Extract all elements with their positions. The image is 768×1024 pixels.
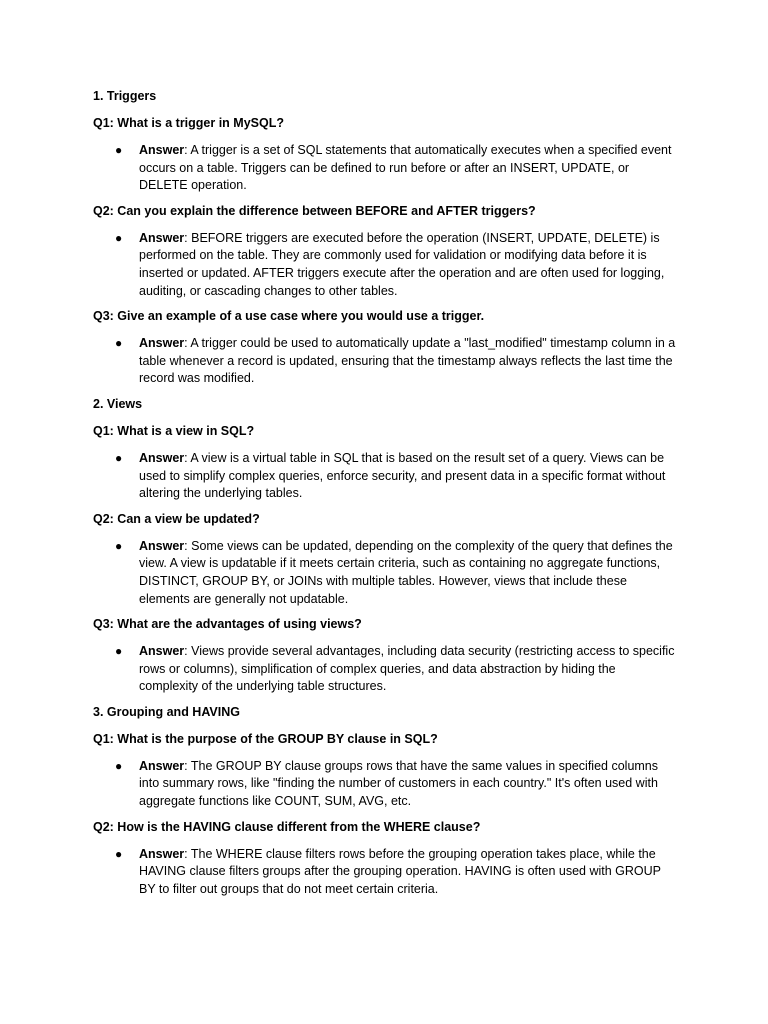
- answer-item: [115, 538, 678, 608]
- bullet-icon: ●: [115, 336, 123, 351]
- qa-item: [93, 731, 678, 811]
- answer-item: [115, 142, 678, 195]
- answer-text: : A trigger is a set of SQL statements that automatically executes when a specified event occurs on a table. Triggers can be defined to run before or after an INSERT, UPDATE, or DELETE operation.: [139, 143, 672, 193]
- answer-list: [93, 846, 678, 899]
- qa-item: [93, 308, 678, 388]
- qa-item: [93, 616, 678, 696]
- bullet-icon: ●: [115, 450, 123, 465]
- answer-label: Answer: [139, 758, 185, 773]
- section-views: [93, 396, 678, 696]
- section-triggers: [93, 88, 678, 388]
- answer-list: [93, 450, 678, 503]
- question-heading: Q2: Can you explain the difference between BEFORE and AFTER triggers?: [93, 203, 536, 218]
- question-heading: Q2: How is the HAVING clause different from the WHERE clause?: [93, 819, 481, 834]
- answer-item: [115, 846, 678, 899]
- answer-text: : A view is a virtual table in SQL that is based on the result set of a query. Views can be used to simplify complex queries, enforce security, and present data in a specific format without altering the underlying tables.: [139, 450, 666, 501]
- answer-label: Answer: [139, 143, 185, 157]
- answer-item: [115, 758, 678, 811]
- bullet-icon: ●: [115, 230, 123, 245]
- answer-label: Answer: [139, 644, 185, 659]
- answer-label: Answer: [139, 230, 185, 245]
- answer-label: Answer: [139, 846, 185, 861]
- answer-list: [93, 142, 678, 195]
- qa-item: [93, 115, 678, 195]
- answer-list: [93, 538, 678, 608]
- answer-label: Answer: [139, 336, 185, 351]
- answer-label: Answer: [139, 538, 185, 553]
- qa-item: [93, 819, 678, 899]
- answer-list: [93, 230, 678, 300]
- bullet-icon: ●: [115, 538, 123, 553]
- question-heading: Q1: What is a view in SQL?: [93, 423, 255, 438]
- answer-item: [115, 230, 678, 300]
- qa-item: [93, 423, 678, 503]
- bullet-icon: ●: [115, 143, 123, 157]
- answer-text: : The GROUP BY clause groups rows that have the same values in specified columns into summary rows, like "finding the number of customers in each country." It's often used with aggregate functions like COUNT, SUM, AVG, etc.: [139, 758, 659, 809]
- answer-item: [115, 450, 678, 503]
- bullet-icon: ●: [115, 758, 123, 773]
- section-title: 2. Views: [93, 396, 143, 411]
- answer-list: [93, 643, 678, 696]
- question-heading: Q3: Give an example of a use case where you would use a trigger.: [93, 309, 485, 324]
- question-heading: Q3: What are the advantages of using views?: [93, 617, 362, 632]
- section-title: 3. Grouping and HAVING: [93, 704, 240, 719]
- bullet-icon: ●: [115, 644, 123, 659]
- question-heading: Q2: Can a view be updated?: [93, 511, 260, 526]
- answer-text: : Some views can be updated, depending on the complexity of the query that defines the view. A view is updatable if it meets certain criteria, such as containing no aggregate functions, DISTINCT, GROUP BY, or JOINs with multiple tables. However, views that include these elements are generally not updatable.: [139, 538, 673, 606]
- answer-text: : A trigger could be used to automatically update a "last_modified" timestamp column in a table whenever a record is updated, ensuring that the timestamp always reflects the last time the record was modified.: [139, 336, 676, 386]
- answer-label: Answer: [139, 450, 185, 465]
- answer-list: [93, 335, 678, 388]
- section-title: 1. Triggers: [93, 89, 157, 103]
- question-heading: Q1: What is a trigger in MySQL?: [93, 116, 284, 130]
- bullet-icon: ●: [115, 846, 123, 861]
- question-heading: Q1: What is the purpose of the GROUP BY clause in SQL?: [93, 731, 438, 746]
- answer-text: : Views provide several advantages, including data security (restricting access to specific rows or columns), simplification of complex queries, and data abstraction by hiding the complexity of the underlying table structures.: [139, 644, 675, 694]
- answer-item: [115, 335, 678, 388]
- qa-item: [93, 511, 678, 608]
- answer-item: [115, 643, 678, 696]
- answer-text: : BEFORE triggers are executed before the operation (INSERT, UPDATE, DELETE) is performed on the table. They are commonly used for validation or modifying data before it is inserted or updated. AFTER triggers execute after the operation and are often used for logging, auditing, or cascading changes to other tables.: [139, 230, 665, 298]
- answer-list: [93, 758, 678, 811]
- section-grouping-having: [93, 704, 678, 899]
- answer-text: : The WHERE clause filters rows before the grouping operation takes place, while the HAVING clause filters groups after the grouping operation. HAVING is often used with GROUP BY to filter out groups that do not meet certain criteria.: [139, 846, 661, 896]
- qa-item: [93, 203, 678, 300]
